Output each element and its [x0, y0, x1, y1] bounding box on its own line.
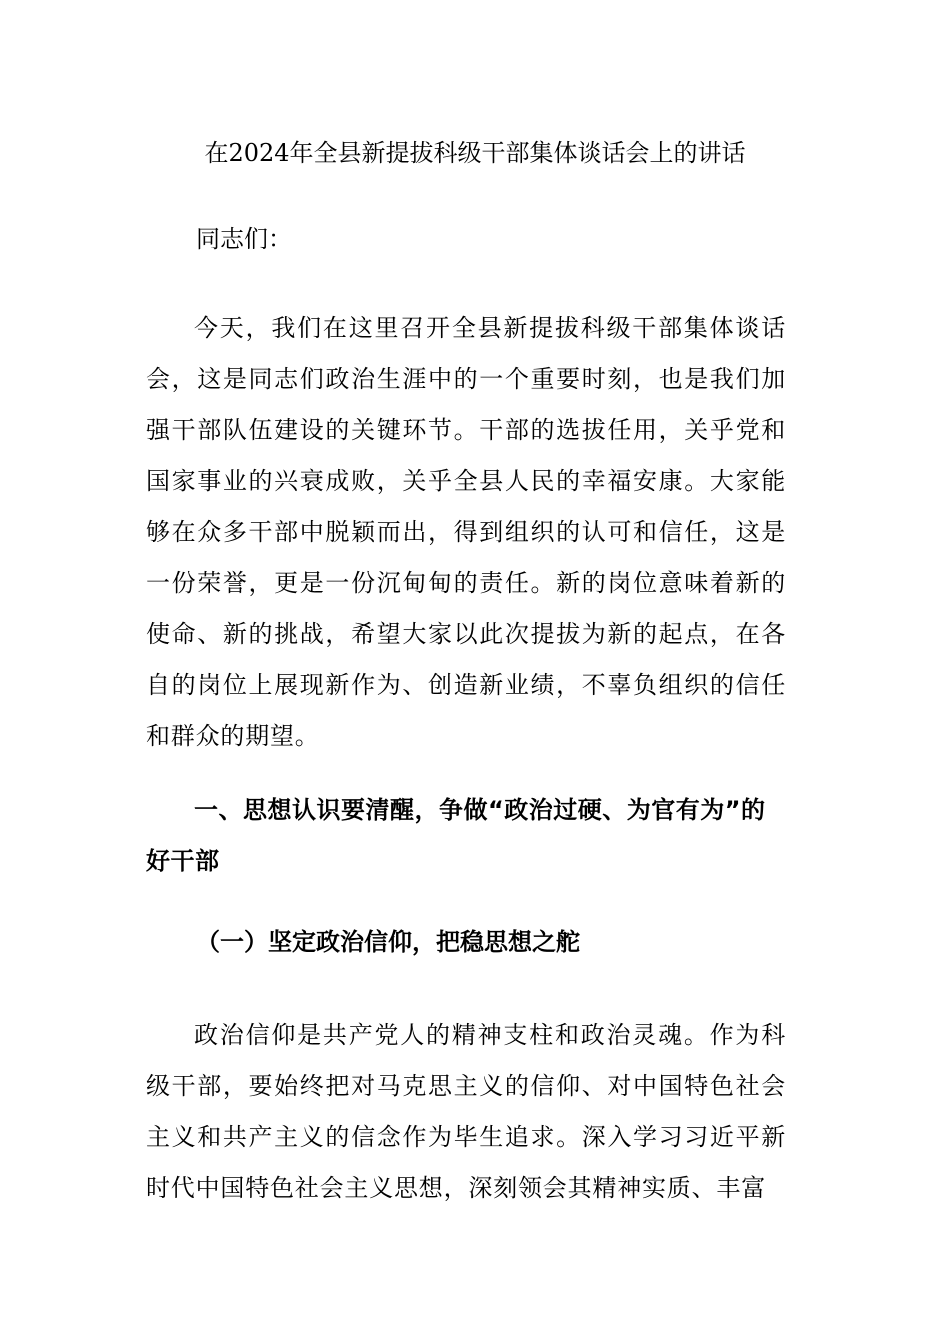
salutation: 同志们：: [196, 225, 292, 253]
section-heading: 一、思想认识要清醒，争做“政治过硬、为官有为”的好干部: [146, 796, 766, 875]
document-title: 在2024年全县新提拔科级干部集体谈话会上的讲话: [204, 139, 746, 167]
subsection-heading: （一）坚定政治信仰，把稳思想之舵: [196, 928, 580, 956]
paragraph-body: 政治信仰是共产党人的精神支柱和政治灵魂。作为科级干部，要始终把对马克思主义的信仰、对中国特色社会主义和共产主义的信念作为毕生追求。深入学习习近平新时代中国特色社会主义思想，深刻领会其精神实质、丰富: [146, 1021, 786, 1202]
paragraph-intro: 今天，我们在这里召开全县新提拔科级干部集体谈话会，这是同志们政治生涯中的一个重要时刻，也是我们加强干部队伍建设的关键环节。干部的选拔任用，关乎党和国家事业的兴衰成败，关乎全县人民的幸福安康。大家能够在众多干部中脱颖而出，得到组织的认可和信任，这是一份荣誉，更是一份沉甸甸的责任。新的岗位意味着新的使命、新的挑战，希望大家以此次提拔为新的起点，在各自的岗位上展现新作为、创造新业绩，不辜负组织的信任和群众的期望。: [146, 314, 786, 750]
